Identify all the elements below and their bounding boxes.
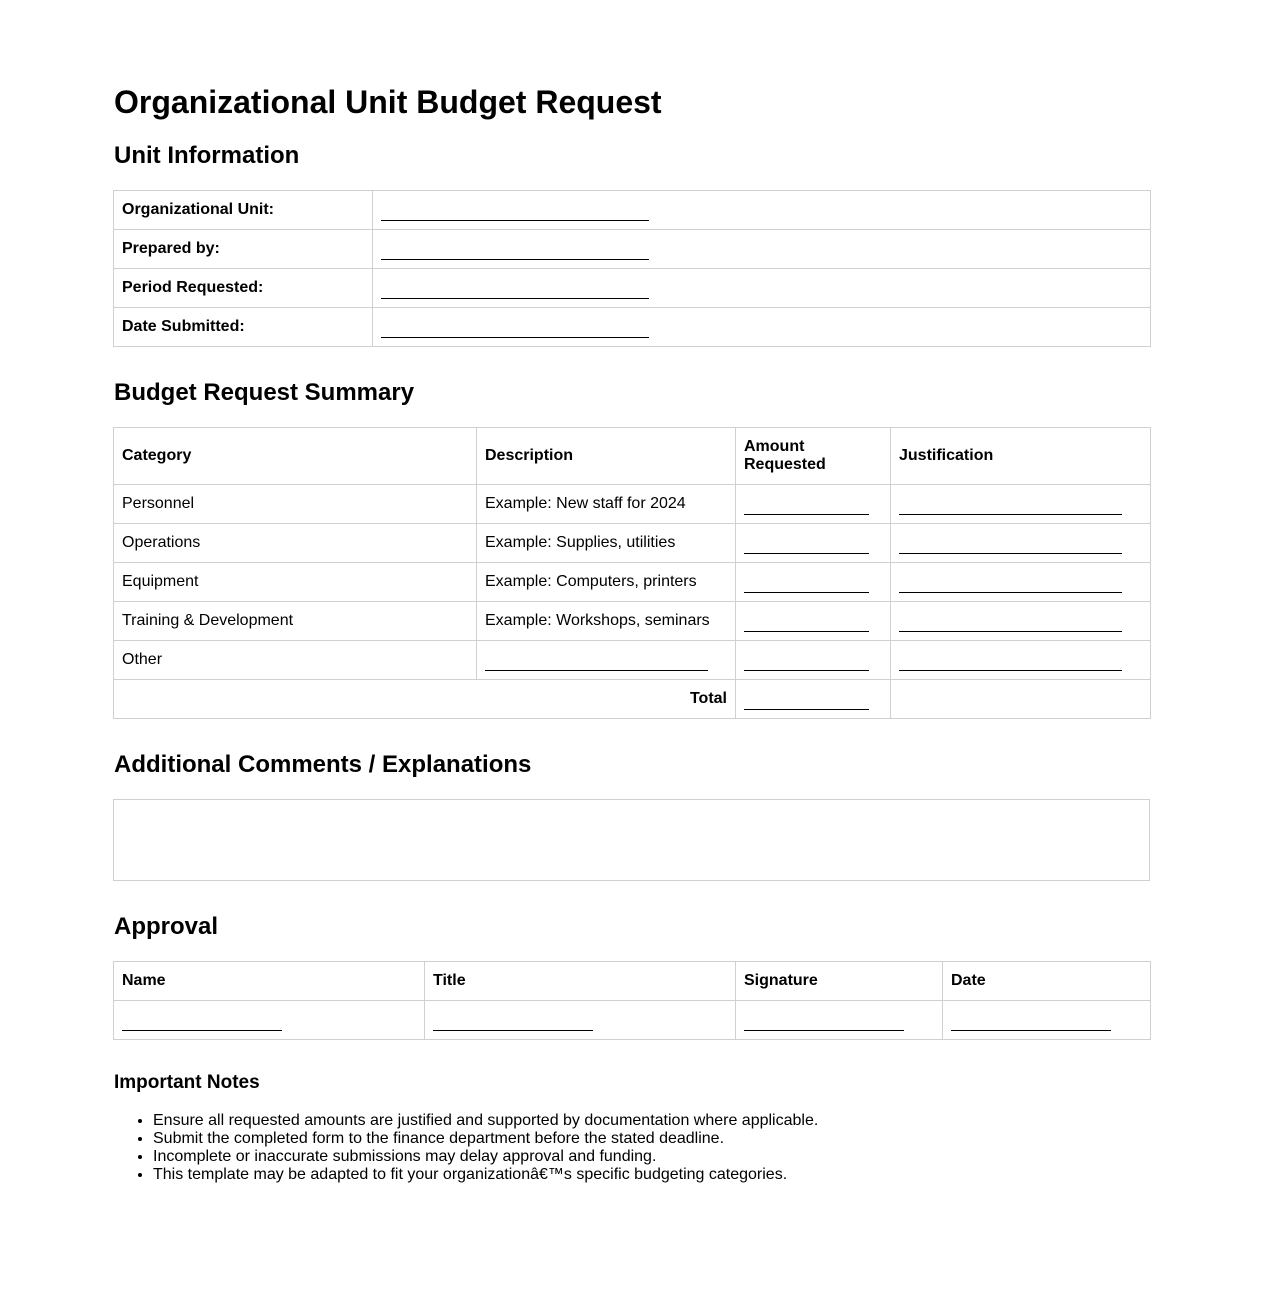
category-cell: Personnel	[114, 485, 477, 524]
approval-header-row	[114, 962, 1151, 1001]
date-field[interactable]	[943, 1001, 1151, 1040]
justification-field[interactable]	[891, 563, 1151, 602]
category-cell: Equipment	[114, 563, 477, 602]
notes-heading: Important Notes	[114, 1072, 260, 1093]
notes-list	[113, 1112, 818, 1184]
list-item: • Incomplete or inaccurate submissions may delay approval and funding.	[153, 1148, 818, 1166]
total-empty-cell	[891, 680, 1151, 719]
table-row	[114, 602, 1151, 641]
table-row	[114, 524, 1151, 563]
date-submitted-field[interactable]	[373, 308, 1151, 347]
category-cell: Training & Development	[114, 602, 477, 641]
description-header: Description	[477, 428, 736, 485]
category-cell: Operations	[114, 524, 477, 563]
summary-header-row	[114, 428, 1151, 485]
date-header: Date	[943, 962, 1151, 1001]
amount-field[interactable]	[736, 524, 891, 563]
period-requested-field[interactable]	[373, 269, 1151, 308]
period-requested-label: Period Requested:	[114, 269, 373, 308]
table-row	[114, 563, 1151, 602]
justification-field[interactable]	[891, 524, 1151, 563]
title-field[interactable]	[425, 1001, 736, 1040]
amount-field[interactable]	[736, 485, 891, 524]
list-item: • Ensure all requested amounts are justified and supported by documentation where applicable.	[153, 1112, 818, 1130]
list-item: • Submit the completed form to the finance department before the stated deadline.	[153, 1130, 818, 1148]
unit-info-row	[114, 269, 1151, 308]
summary-heading: Budget Request Summary	[114, 379, 415, 406]
total-row	[114, 680, 1151, 719]
amount-field[interactable]	[736, 602, 891, 641]
comments-box[interactable]	[113, 799, 1150, 881]
table-row	[114, 641, 1151, 680]
justification-field[interactable]	[891, 485, 1151, 524]
unit-info-table	[113, 190, 1151, 347]
amount-field[interactable]	[736, 641, 891, 680]
title-header: Title	[425, 962, 736, 1001]
approval-table	[113, 961, 1151, 1040]
total-amount-field[interactable]	[736, 680, 891, 719]
justification-header: Justification	[891, 428, 1151, 485]
name-header: Name	[114, 962, 425, 1001]
prepared-by-field[interactable]	[373, 230, 1151, 269]
description-cell: Example: Computers, printers	[477, 563, 736, 602]
approval-row	[114, 1001, 1151, 1040]
unit-info-row	[114, 191, 1151, 230]
description-cell: Example: Workshops, seminars	[477, 602, 736, 641]
table-row	[114, 485, 1151, 524]
approval-heading: Approval	[114, 913, 219, 940]
organizational-unit-field[interactable]	[373, 191, 1151, 230]
description-field[interactable]	[477, 641, 736, 680]
date-submitted-label: Date Submitted:	[114, 308, 373, 347]
unit-info-row	[114, 308, 1151, 347]
total-label: Total	[114, 680, 736, 719]
organizational-unit-label: Organizational Unit:	[114, 191, 373, 230]
budget-summary-table	[113, 427, 1151, 719]
unit-info-row	[114, 230, 1151, 269]
category-header: Category	[114, 428, 477, 485]
signature-header: Signature	[736, 962, 943, 1001]
comments-heading: Additional Comments / Explanations	[114, 751, 532, 778]
justification-field[interactable]	[891, 641, 1151, 680]
page-title: Organizational Unit Budget Request	[114, 84, 662, 120]
amount-header: Amount Requested	[736, 428, 891, 485]
description-cell: Example: New staff for 2024	[477, 485, 736, 524]
list-item: • This template may be adapted to fit your organizationâ€™s specific budgeting categories.	[153, 1166, 818, 1184]
unit-info-heading: Unit Information	[114, 142, 300, 169]
amount-field[interactable]	[736, 563, 891, 602]
description-cell: Example: Supplies, utilities	[477, 524, 736, 563]
prepared-by-label: Prepared by:	[114, 230, 373, 269]
name-field[interactable]	[114, 1001, 425, 1040]
justification-field[interactable]	[891, 602, 1151, 641]
category-cell: Other	[114, 641, 477, 680]
signature-field[interactable]	[736, 1001, 943, 1040]
